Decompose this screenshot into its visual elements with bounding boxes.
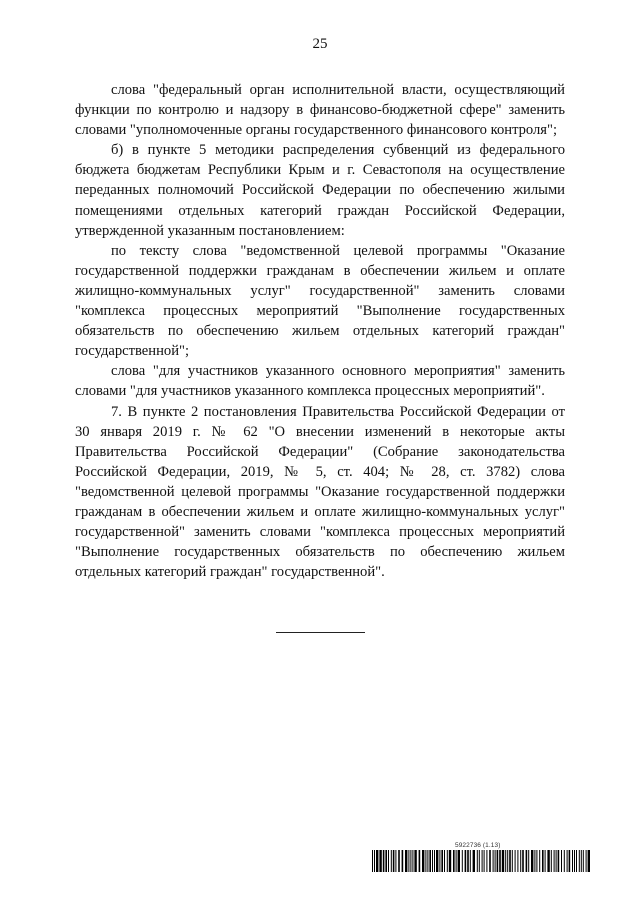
barcode-bar [545, 850, 546, 872]
barcode-bar [502, 850, 504, 872]
barcode-bar [482, 850, 483, 872]
paragraph-3: по тексту слова "ведомственной целевой программы "Оказание государственной поддержки гражданам в обеспечении жильем и оплате жилищно-коммунальных услуг" государственной" заменить словами "комплекса процессных мероприятий "Выполнение государственных обязательств по обеспечению жильем отдельных категорий граждан" государственной"; [75, 242, 565, 360]
barcode-bar [534, 850, 535, 872]
page-number: 25 [312, 36, 328, 52]
barcode-bar [531, 850, 533, 872]
barcode-bar [564, 850, 565, 872]
paragraph-4: слова "для участников указанного основного мероприятия" заменить словами "для участников указанного комплекса процессных мероприятий". [75, 363, 565, 400]
barcode-bar [556, 850, 557, 872]
barcode-bar [581, 850, 582, 872]
paragraph-2: б) в пункте 5 методики распределения субвенций из федерального бюджета бюджетам Республики Крым и г. Севастополя на осуществление переданных полномочий Российской Федерации по обеспечению жилыми помещениями отдельных категорий граждан Российской Федерации, утвержденной указанным постановлением: [75, 142, 565, 239]
paragraph-5: 7. В пункте 2 постановления Правительства Российской Федерации от 30 января 2019 г. № 62 "О внесении изменений в некоторые акты Правительства Российской Федерации" (Собрание законодательства Российской Федерации, 2019, № 5, ст. 404; № 28, ст. 3782) слова "ведомственной целевой программы "Оказание государственной поддержки гражданам в обеспечении жильем и оплате жилищно-коммунальных услуг" государственной" заменить словами "комплекса процессных мероприятий "Выполнение государственных обязательств по обеспечению жильем отдельных категорий граждан" государственной". [75, 403, 565, 581]
barcode-bar [414, 850, 416, 872]
barcode-bar [412, 850, 413, 872]
barcode-bar [567, 850, 568, 872]
barcode-bar [509, 850, 511, 872]
barcode-bar [547, 850, 549, 872]
barcode-bar [520, 850, 521, 872]
barcode-bar [579, 850, 580, 872]
barcode-bar [385, 850, 387, 872]
barcode-bar [554, 850, 555, 872]
barcode-bar [402, 850, 404, 872]
barcode-bar [374, 850, 375, 872]
barcode-bar [408, 850, 409, 872]
barcode-bar [539, 850, 540, 872]
barcode-bar [441, 850, 443, 872]
barcode-bar [379, 850, 381, 872]
barcode-bar [473, 850, 475, 872]
barcode-bar [467, 850, 469, 872]
barcode-bar [576, 850, 577, 872]
barcode-bar [405, 850, 407, 872]
barcode-bar [398, 850, 400, 872]
barcode-bar [432, 850, 433, 872]
barcode-bar [410, 850, 411, 872]
barcode-bar [569, 850, 571, 872]
barcode-bar [542, 850, 544, 872]
barcode-bar [391, 850, 392, 872]
barcode-bar [449, 850, 451, 872]
barcode-bar [517, 850, 518, 872]
barcode-bar [388, 850, 389, 872]
barcode-bar [512, 850, 513, 872]
barcode-icon [372, 850, 590, 872]
barcode-bar [558, 850, 560, 872]
barcode-bar [436, 850, 438, 872]
barcode-bar [561, 850, 562, 872]
barcode-bar [383, 850, 385, 872]
barcode-bar [419, 850, 421, 872]
barcode-bar [572, 850, 573, 872]
barcode-bar [425, 850, 426, 872]
barcode-bar [551, 850, 552, 872]
barcode-bar [583, 850, 584, 872]
end-separator-line [276, 632, 365, 633]
barcode-bar [515, 850, 516, 872]
paragraph-1: слова "федеральный орган исполнительной власти, осуществляющий функции по контролю и надзору в финансово-бюджетной сфере" заменить словами "уполномоченные органы государственного финансового контроля"; [75, 82, 565, 139]
barcode-bar [429, 850, 431, 872]
barcode-bar [586, 850, 587, 872]
barcode-bar [484, 850, 485, 872]
barcode-bar [536, 850, 537, 872]
barcode-bar [588, 850, 590, 872]
barcode-bar [434, 850, 435, 872]
barcode-bar [493, 850, 494, 872]
barcode-bar [574, 850, 575, 872]
barcode-bar [393, 850, 395, 872]
barcode-bar [499, 850, 501, 872]
barcode-bar [479, 850, 480, 872]
barcode-bar [372, 850, 373, 872]
barcode-bar [522, 850, 524, 872]
barcode-bar [376, 850, 378, 872]
barcode-bar [456, 850, 457, 872]
barcode-bar [489, 850, 491, 872]
barcode-bar [477, 850, 478, 872]
barcode-bar [427, 850, 428, 872]
barcode-bar [507, 850, 508, 872]
barcode-bar [495, 850, 496, 872]
barcode-bar [395, 850, 396, 872]
document-code: 5922736 (1.13) [455, 842, 501, 849]
barcode-bar [486, 850, 487, 872]
barcode-bar [505, 850, 506, 872]
barcode-bar [444, 850, 445, 872]
barcode-bar [526, 850, 528, 872]
barcode-bar [470, 850, 471, 872]
barcode-bar [465, 850, 467, 872]
barcode-bar [497, 850, 499, 872]
barcode-bar [462, 850, 463, 872]
barcode-bar [458, 850, 460, 872]
barcode-bar [422, 850, 424, 872]
barcode-bar [453, 850, 455, 872]
barcode-bar [528, 850, 529, 872]
barcode-bar [447, 850, 448, 872]
barcode-bar [439, 850, 440, 872]
document-body [75, 80, 565, 582]
